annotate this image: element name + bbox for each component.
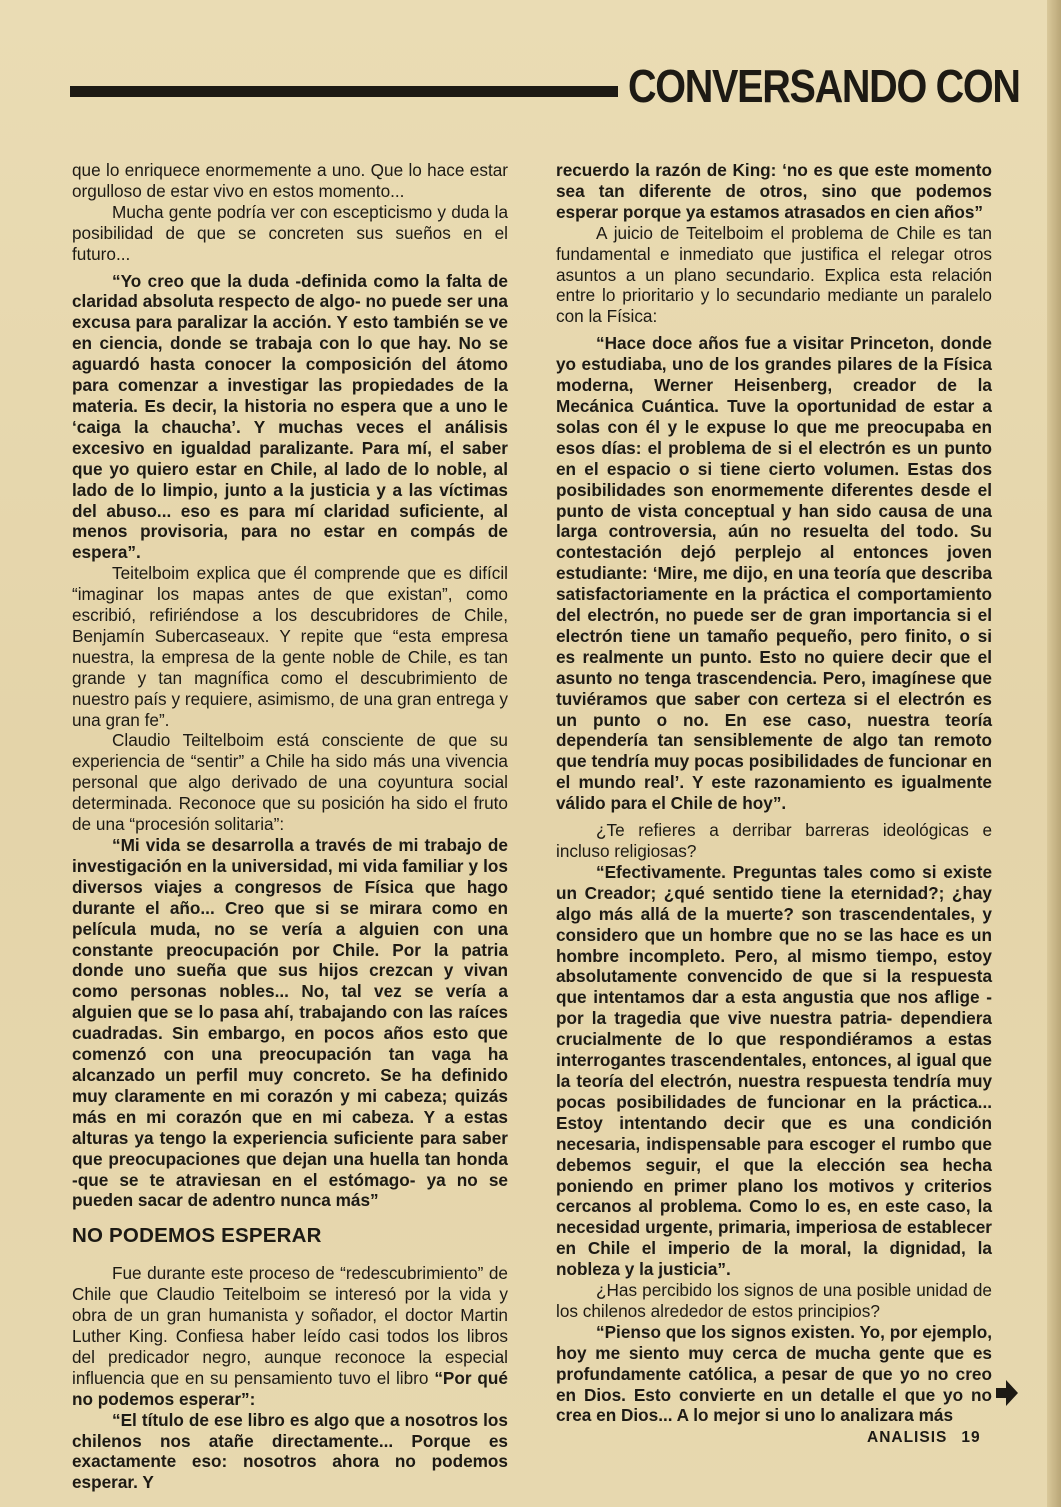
question-paragraph: ¿Te refieres a derribar barreras ideológicas e incluso religiosas? [556, 820, 992, 861]
page-footer [867, 1429, 981, 1447]
section-title: CONVERSANDO CON [628, 60, 1020, 112]
book-title: “Por qué no podemos esperar”: [72, 1367, 508, 1409]
page-number: 19 [961, 1429, 981, 1446]
paragraph [72, 1263, 508, 1409]
paragraph: Teitelboim explica que él comprende que es difícil “imaginar los mapas antes de que existan”, como escribió, refiriéndose a los descubridores de Chile, Benjamín Subercaseaux. Y repite que “esta empresa nuestra, la empresa de la gente noble de Chile, es tan grande y tan magnífica como el descubrimiento de nuestro país y requiere, asimismo, de una gran entrega y una gran fe”. [72, 563, 508, 730]
quote-paragraph: “Yo creo que la duda -definida como la falta de claridad absoluta respecto de algo- no puede ser una excusa para paralizar la acción. Y esto también se ve en ciencia, donde se trabaja con lo que hay. No se aguardó hasta conocer la composición del átomo para comenzar a investigar las propiedades de la materia. Es decir, la historia no espera que a uno le ‘caiga la chaucha’. Y muchas veces el análisis excesivo en igualdad paralizante. Para mí, el saber que yo quiero estar en Chile, al lado de lo noble, al lado de lo limpio, junto a la justicia y a las víctimas del abuso... eso es para mí claridad suficiente, al menos provisoria, para no estar en compás de espera”. [72, 270, 508, 563]
quote-paragraph: “Pienso que los signos existen. Yo, por ejemplo, hoy me siento muy cerca de mucha gente que es profundamente católica, a pesar de que yo no creo en Dios. Esto convierte en un detalle el que yo no crea en Dios... A lo mejor si uno lo analizara más [556, 1321, 992, 1426]
paragraph: que lo enriquece enormemente a uno. Que lo hace estar orgulloso de estar vivo en estos momento... [72, 160, 508, 201]
quote-paragraph: recuerdo la razón de King: ‘no es que este momento sea tan diferente de otros, sino que podemos esperar porque ya estamos atrasados en cien años” [556, 160, 992, 222]
paragraph-text: Fue durante este proceso de “redescubrimiento” de Chile que Claudio Teitelboim se interesó por la vida y obra de un gran humanista y soñador, el doctor Martin Luther King. Confiesa haber leído casi todos los libros del predicador negro, aunque reconoce la especial influencia que en su pensamiento tuvo el libro [72, 1263, 508, 1388]
paragraph: Mucha gente podría ver con escepticismo y duda la posibilidad de que se concreten sus sueños en el futuro... [72, 201, 508, 264]
quote-paragraph: “Mi vida se desarrolla a través de mi trabajo de investigación en la universidad, mi vida familiar y los diversos viajes a congresos de Física que hago durante el año... Creo que si se mirara como en película muda, no se vería a alguien con una constante preocupación por Chile. Por la patria donde uno sueña que sus hijos crezcan y vivan como personas nobles... No, tal vez se vería a alguien que se lo pasa ahí, trabajando con las raíces cuadradas. Sin embargo, en pocos años esto que comenzó con una preocupación tan vaga ha alcanzado un perfil muy concreto. Se ha definido muy claramente en mi corazón y mi cabeza; quizás más en mi corazón que en mi cabeza. Y a estas alturas ya tengo la experiencia suficiente para saber que preocupaciones que dejan una huella tan honda -que se te atraviesan en el estómago- ya no se pueden sacar de adentro nunca más” [72, 835, 508, 1211]
left-column [72, 160, 508, 1493]
quote-paragraph: “Hace doce años fue a visitar Princeton, donde yo estudiaba, uno de los grandes pilares de la Física moderna, Werner Heisenberg, creador de la Mecánica Cuántica. Tuve la oportunidad de estar a solas con él y le expuse lo que me preocupaba en esos días: el problema de si el electrón es un punto en el espacio o si tiene cierto volumen. Estas dos posibilidades son enormemente diferentes desde el punto de vista conceptual y han sido causa de una larga controversia, aún no resuelta del todo. Su contestación dejó perplejo al entonces joven estudiante: ‘Mire, me dijo, en una teoría que describa satisfactoriamente en la práctica el comportamiento del electrón, no puede ser de gran importancia si el electrón tiene un tamaño pequeño, pero finito, o si es realmente un punto. Esto no quiere decir que el asunto no tenga trascendencia. Pero, imagínese que tuviéramos que saber con certeza si el electrón es un punto o no. En ese caso, nuestra teoría dependería tan sensiblemente de algo tan remoto que tendría muy pocas posibilidades de funcionar en el mundo real’. Y este razonamiento es igualmente válido para el Chile de hoy”. [556, 333, 992, 814]
arrow-right-icon [996, 1378, 1018, 1408]
paragraph: Claudio Teiltelboim está consciente de que su experiencia de “sentir” a Chile ha sido más una vivencia personal que algo derivado de una coyuntura social determinada. Reconoce que su posición ha sido el fruto de una “procesión solitaria”: [72, 730, 508, 835]
quote-paragraph: “El título de ese libro es algo que a nosotros los chilenos nos atañe directamente... Porque es exactamente eso: nosotros ahora no podemos esperar. Y [72, 1409, 508, 1493]
paragraph: A juicio de Teitelboim el problema de Chile es tan fundamental e inmediato que justifica el relegar otros asuntos a un plano secundario. Explica esta relación entre lo prioritario y lo secundario mediante un paralelo con la Física: [556, 222, 992, 327]
magazine-name: ANALISIS [867, 1429, 948, 1446]
subheading: NO PODEMOS ESPERAR [72, 1224, 322, 1248]
question-paragraph: ¿Has percibido los signos de una posible unidad de los chilenos alrededor de estos principios? [556, 1280, 992, 1321]
quote-paragraph: “Efectivamente. Preguntas tales como si existe un Creador; ¿qué sentido tiene la eternidad?; ¿hay algo más allá de la muerte? son trascendentales, y considero que un hombre que no se las hace es un hombre incompleto. Pero, al mismo tiempo, estoy absolutamente convencido de que si la respuesta que intentamos dar a esta angustia que nos aflige -por la tragedia que vive nuestra patria- dependiera crucialmente de lo que respondiéramos a estas interrogantes trascendentales, entonces, al igual que la teoría del electrón, nuestra respuesta tendría muy pocas posibilidades de funcionar en la práctica... Estoy intentando decir que es una condición necesaria, indispensable para escoger el rumbo que debemos seguir, el que la elección sea hecha poniendo en primer plano los motivos y criterios cercanos al problema. Como lo es, en este caso, la necesidad urgente, primaria, imperiosa de establecer en Chile el imperio de la moral, la dignidad, la nobleza y la justicia”. [556, 861, 992, 1280]
right-column [556, 160, 992, 1426]
header-rule [70, 86, 618, 97]
page-edge [1047, 0, 1061, 1507]
